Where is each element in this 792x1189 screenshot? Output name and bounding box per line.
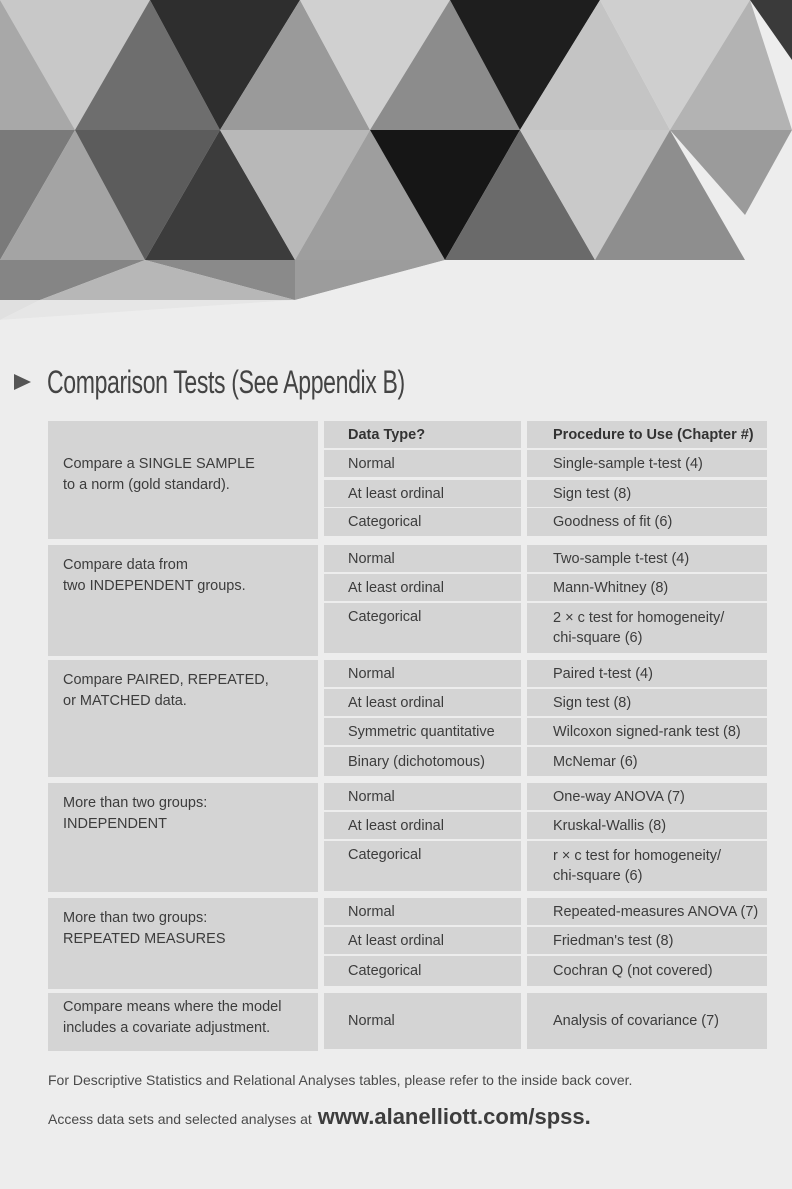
data-type-label: At least ordinal <box>348 485 444 502</box>
procedure-label: Repeated-measures ANOVA (7) <box>553 903 759 920</box>
procedure-label-line2: chi-square (6) <box>553 630 643 646</box>
data-type-label: Binary (dichotomous) <box>348 753 485 770</box>
procedure-cell <box>527 660 767 687</box>
data-type-label: Symmetric quantitative <box>348 723 495 740</box>
data-type-cell <box>324 898 521 925</box>
procedure-cell <box>527 450 767 477</box>
data-type-cell <box>324 841 521 891</box>
procedure-cell <box>527 603 767 653</box>
data-type-label: Normal <box>348 788 395 805</box>
header-procedure-label: Procedure to Use (Chapter #) <box>553 426 754 443</box>
group-label-line2: REPEATED MEASURES <box>63 931 226 947</box>
procedure-label: Cochran Q (not covered) <box>553 963 713 979</box>
procedure-cell <box>527 689 767 716</box>
group-label-line1: Compare data from <box>63 557 188 573</box>
procedure-cell <box>527 927 767 954</box>
data-type-label: At least ordinal <box>348 694 444 711</box>
access-prefix: Access data sets and selected analyses at <box>48 1111 312 1127</box>
procedure-cell <box>527 993 767 1049</box>
data-type-cell <box>324 747 521 776</box>
data-type-label: At least ordinal <box>348 579 444 596</box>
group-label-line2: includes a covariate adjustment. <box>63 1020 271 1036</box>
group-label-cell <box>48 545 318 656</box>
group-label-cell <box>48 783 318 892</box>
data-type-cell <box>324 480 521 507</box>
data-type-cell <box>324 660 521 687</box>
data-type-cell <box>324 450 521 477</box>
data-type-cell <box>324 993 521 1049</box>
data-type-label: Normal <box>348 1013 395 1029</box>
access-line <box>48 1104 591 1130</box>
data-type-cell <box>324 718 521 745</box>
procedure-cell <box>527 574 767 601</box>
group-label-line2: or MATCHED data. <box>63 693 187 709</box>
procedure-label: Two-sample t-test (4) <box>553 550 690 567</box>
group-label-line1: Compare a SINGLE SAMPLE <box>63 456 255 472</box>
website-link[interactable]: www.alanelliott.com/spss. <box>317 1104 591 1129</box>
data-type-label: At least ordinal <box>348 817 444 834</box>
procedure-label: Paired t-test (4) <box>553 665 653 682</box>
procedure-cell <box>527 783 767 810</box>
procedure-label: Sign test (8) <box>553 485 632 502</box>
data-type-cell <box>324 927 521 954</box>
data-type-label: Normal <box>348 903 395 920</box>
data-type-cell <box>324 812 521 839</box>
procedure-cell <box>527 718 767 745</box>
data-type-cell <box>324 689 521 716</box>
data-type-label: Categorical <box>348 963 422 979</box>
data-type-label: At least ordinal <box>348 932 444 949</box>
data-type-label: Normal <box>348 665 395 682</box>
group-label-line1: Compare PAIRED, REPEATED, <box>63 672 269 688</box>
procedure-cell <box>527 480 767 507</box>
group-label-line2: two INDEPENDENT groups. <box>63 578 246 594</box>
procedure-cell <box>527 545 767 572</box>
procedure-label: Friedman's test (8) <box>553 932 674 949</box>
triangle-right-icon <box>14 374 31 390</box>
header-procedure <box>527 421 767 448</box>
data-type-cell <box>324 545 521 572</box>
section-title-row <box>14 362 544 402</box>
group-label-line1: More than two groups: <box>63 910 208 926</box>
header-data-type-label: Data Type? <box>348 426 426 443</box>
data-type-cell <box>324 574 521 601</box>
data-type-label: Categorical <box>348 514 422 530</box>
footnote: For Descriptive Statistics and Relational Analyses tables, please refer to the inside back cover. <box>48 1072 633 1088</box>
procedure-label: Kruskal-Wallis (8) <box>553 817 667 834</box>
data-type-cell <box>324 956 521 986</box>
procedure-label: 2 × c test for homogeneity/ <box>553 610 725 626</box>
data-type-cell <box>324 603 521 653</box>
group-label-line1: More than two groups: INDEPENDENT <box>63 795 208 832</box>
data-type-label: Categorical <box>348 609 422 625</box>
group-label-cell <box>48 660 318 777</box>
procedure-label: Mann-Whitney (8) <box>553 579 669 596</box>
procedure-label: Sign test (8) <box>553 694 632 711</box>
group-label-cell <box>48 993 318 1051</box>
procedure-cell <box>527 508 767 536</box>
procedure-label-line2: chi-square (6) <box>553 868 643 884</box>
procedure-cell <box>527 812 767 839</box>
procedure-label: Wilcoxon signed-rank test (8) <box>553 723 741 740</box>
data-type-label: Categorical <box>348 847 422 863</box>
procedure-cell <box>527 898 767 925</box>
group-label-cell <box>48 421 318 539</box>
group-label-cell <box>48 898 318 989</box>
cover-geometric-art <box>0 0 792 320</box>
procedure-cell <box>527 841 767 891</box>
data-type-label: Normal <box>348 550 395 567</box>
data-type-cell <box>324 783 521 810</box>
group-label-line1: Compare means where the model <box>63 999 282 1015</box>
section-title: Comparison Tests (See Appendix B) <box>47 363 405 400</box>
data-type-label: Normal <box>348 455 395 472</box>
header-data-type <box>324 421 521 448</box>
group-label-line2: to a norm (gold standard). <box>63 477 230 493</box>
procedure-cell <box>527 747 767 776</box>
procedure-label: r × c test for homogeneity/ <box>553 848 722 864</box>
procedure-label: One-way ANOVA (7) <box>553 788 685 805</box>
procedure-cell <box>527 956 767 986</box>
procedure-label: McNemar (6) <box>553 753 638 770</box>
data-type-cell <box>324 508 521 536</box>
procedure-label: Single-sample t-test (4) <box>553 455 703 472</box>
procedure-label: Goodness of fit (6) <box>553 514 673 530</box>
procedure-label: Analysis of covariance (7) <box>553 1013 720 1029</box>
